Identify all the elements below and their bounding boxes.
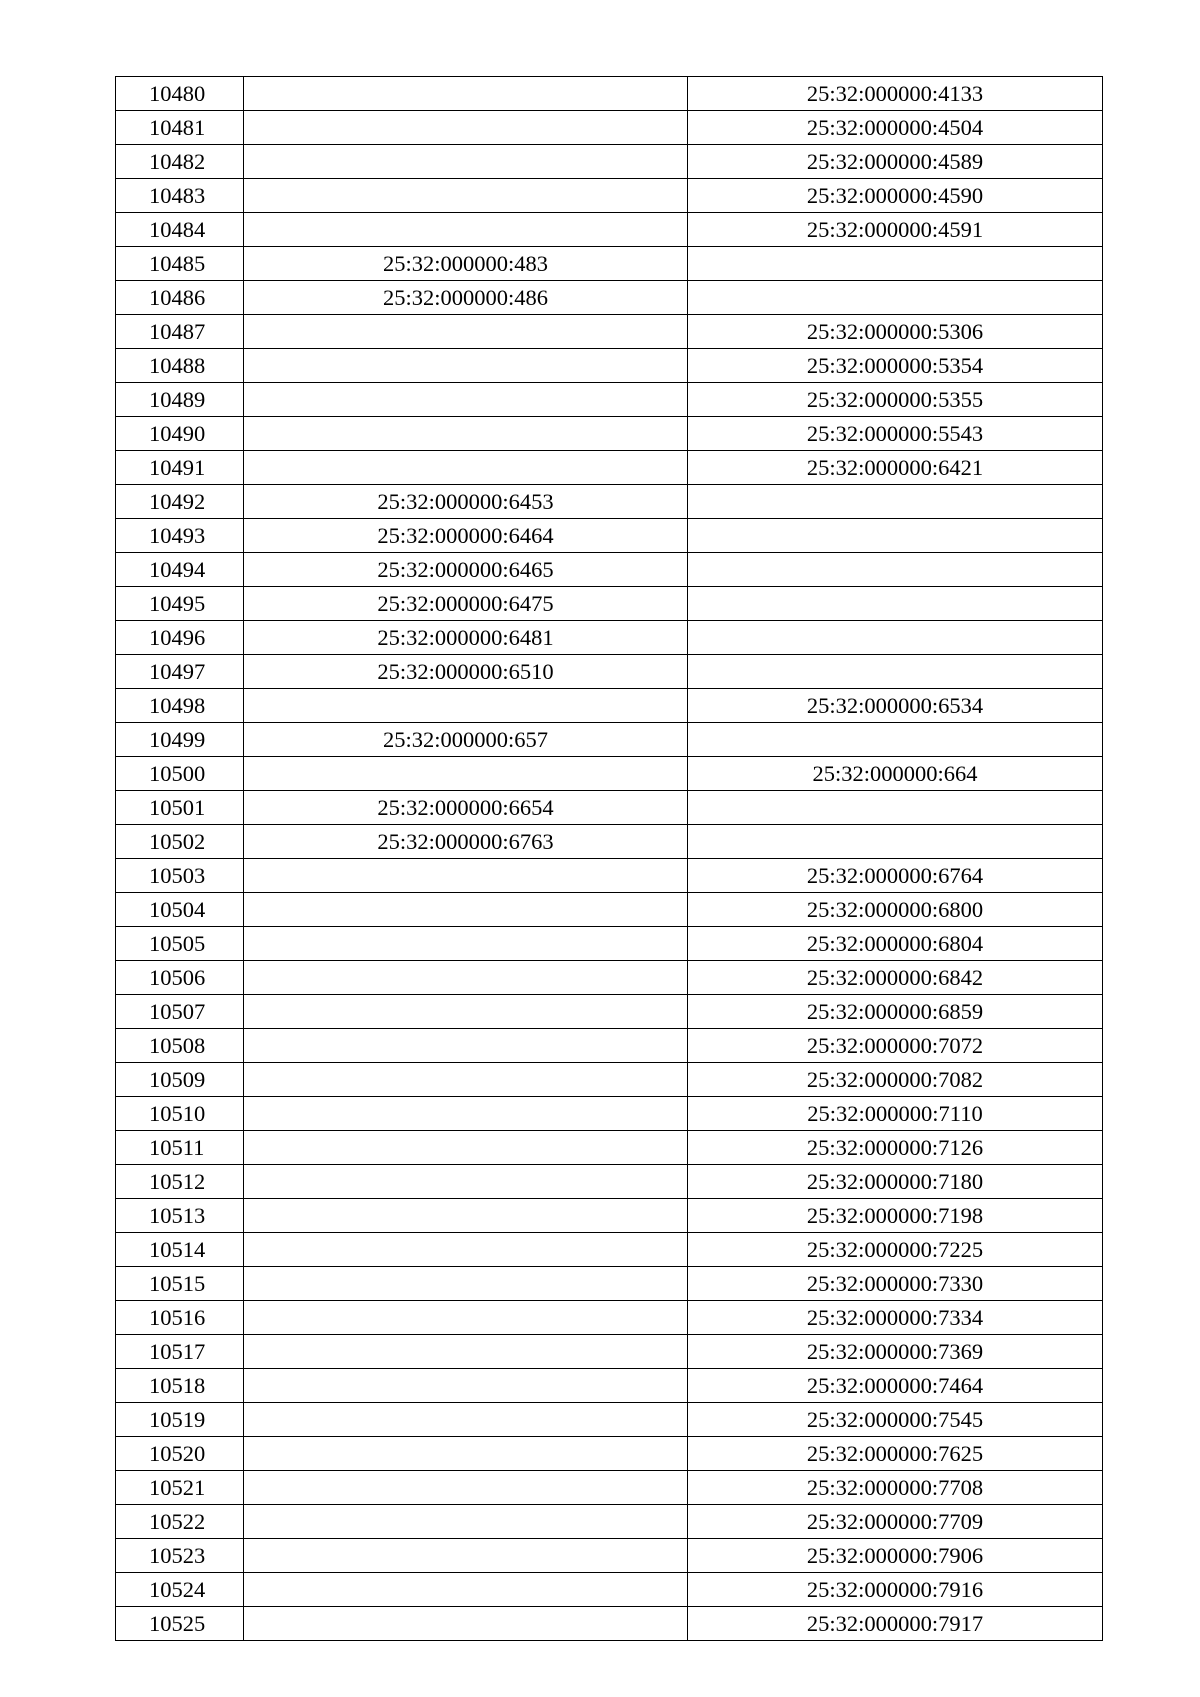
row-number-cell: 10522	[116, 1505, 244, 1539]
cadastral-number-cell-a	[244, 1165, 688, 1199]
row-number-cell: 10514	[116, 1233, 244, 1267]
cadastral-number-cell-b: 25:32:000000:4133	[688, 77, 1103, 111]
table-row	[116, 1437, 1103, 1471]
cadastral-number-cell-b	[688, 723, 1103, 757]
row-number-cell: 10505	[116, 927, 244, 961]
row-number-cell: 10497	[116, 655, 244, 689]
cadastral-number-cell-b: 25:32:000000:7708	[688, 1471, 1103, 1505]
cadastral-number-cell-a	[244, 77, 688, 111]
cadastral-number-cell-b: 25:32:000000:7082	[688, 1063, 1103, 1097]
cadastral-number-cell-b: 25:32:000000:7110	[688, 1097, 1103, 1131]
row-number-cell: 10518	[116, 1369, 244, 1403]
cadastral-number-cell-a	[244, 111, 688, 145]
row-number-cell: 10502	[116, 825, 244, 859]
cadastral-number-cell-b: 25:32:000000:5543	[688, 417, 1103, 451]
table-row	[116, 247, 1103, 281]
cadastral-number-cell-b: 25:32:000000:7906	[688, 1539, 1103, 1573]
row-number-cell: 10491	[116, 451, 244, 485]
row-number-cell: 10506	[116, 961, 244, 995]
cadastral-number-cell-b: 25:32:000000:6842	[688, 961, 1103, 995]
table-row	[116, 1029, 1103, 1063]
row-number-cell: 10489	[116, 383, 244, 417]
row-number-cell: 10484	[116, 213, 244, 247]
row-number-cell: 10488	[116, 349, 244, 383]
cadastral-number-cell-a	[244, 417, 688, 451]
row-number-cell: 10524	[116, 1573, 244, 1607]
row-number-cell: 10492	[116, 485, 244, 519]
table-row	[116, 655, 1103, 689]
table-row	[116, 383, 1103, 417]
cadastral-number-cell-b	[688, 791, 1103, 825]
table-row	[116, 927, 1103, 961]
table-row	[116, 213, 1103, 247]
cadastral-number-cell-a	[244, 1301, 688, 1335]
cadastral-number-cell-b: 25:32:000000:7330	[688, 1267, 1103, 1301]
table-row	[116, 587, 1103, 621]
row-number-cell: 10519	[116, 1403, 244, 1437]
cadastral-number-cell-b: 25:32:000000:7126	[688, 1131, 1103, 1165]
cadastral-number-cell-a	[244, 1573, 688, 1607]
table-row	[116, 1573, 1103, 1607]
table-row	[116, 893, 1103, 927]
cadastral-number-cell-b: 25:32:000000:7464	[688, 1369, 1103, 1403]
cadastral-number-cell-a: 25:32:000000:657	[244, 723, 688, 757]
table-row	[116, 1369, 1103, 1403]
table-row	[116, 417, 1103, 451]
cadastral-number-cell-a: 25:32:000000:486	[244, 281, 688, 315]
cadastral-number-cell-a	[244, 961, 688, 995]
cadastral-number-cell-b	[688, 519, 1103, 553]
cadastral-number-cell-a	[244, 1539, 688, 1573]
cadastral-number-cell-a: 25:32:000000:6475	[244, 587, 688, 621]
cadastral-number-cell-a: 25:32:000000:6465	[244, 553, 688, 587]
cadastral-number-cell-a: 25:32:000000:6510	[244, 655, 688, 689]
cadastral-number-cell-a	[244, 1199, 688, 1233]
cadastral-number-cell-b	[688, 587, 1103, 621]
cadastral-number-cell-b: 25:32:000000:7369	[688, 1335, 1103, 1369]
table-row	[116, 1335, 1103, 1369]
cadastral-number-cell-b	[688, 553, 1103, 587]
row-number-cell: 10482	[116, 145, 244, 179]
cadastral-number-cell-a	[244, 451, 688, 485]
row-number-cell: 10508	[116, 1029, 244, 1063]
row-number-cell: 10504	[116, 893, 244, 927]
row-number-cell: 10498	[116, 689, 244, 723]
table-row	[116, 961, 1103, 995]
cadastral-number-cell-a	[244, 315, 688, 349]
table-row	[116, 451, 1103, 485]
cadastral-number-cell-a	[244, 179, 688, 213]
cadastral-number-cell-a: 25:32:000000:6481	[244, 621, 688, 655]
row-number-cell: 10500	[116, 757, 244, 791]
row-number-cell: 10486	[116, 281, 244, 315]
cadastral-number-cell-b	[688, 825, 1103, 859]
table-row	[116, 1233, 1103, 1267]
row-number-cell: 10494	[116, 553, 244, 587]
cadastral-number-cell-b: 25:32:000000:6764	[688, 859, 1103, 893]
table-row	[116, 519, 1103, 553]
table-row	[116, 1199, 1103, 1233]
row-number-cell: 10483	[116, 179, 244, 213]
cadastral-number-cell-b	[688, 621, 1103, 655]
cadastral-number-cell-a	[244, 383, 688, 417]
row-number-cell: 10481	[116, 111, 244, 145]
table-row	[116, 1267, 1103, 1301]
table-row	[116, 757, 1103, 791]
table-row	[116, 825, 1103, 859]
row-number-cell: 10501	[116, 791, 244, 825]
cadastral-number-cell-b: 25:32:000000:7334	[688, 1301, 1103, 1335]
cadastral-number-cell-b: 25:32:000000:7180	[688, 1165, 1103, 1199]
row-number-cell: 10520	[116, 1437, 244, 1471]
row-number-cell: 10510	[116, 1097, 244, 1131]
cadastral-number-cell-b: 25:32:000000:664	[688, 757, 1103, 791]
row-number-cell: 10493	[116, 519, 244, 553]
table-row	[116, 485, 1103, 519]
cadastral-number-cell-b	[688, 247, 1103, 281]
cadastral-number-cell-a: 25:32:000000:6453	[244, 485, 688, 519]
table-row	[116, 77, 1103, 111]
cadastral-number-cell-a	[244, 927, 688, 961]
row-number-cell: 10525	[116, 1607, 244, 1641]
row-number-cell: 10480	[116, 77, 244, 111]
cadastral-number-cell-a	[244, 145, 688, 179]
table-row	[116, 1063, 1103, 1097]
table-row	[116, 859, 1103, 893]
table-row	[116, 791, 1103, 825]
cadastral-number-cell-b: 25:32:000000:6859	[688, 995, 1103, 1029]
cadastral-number-cell-b: 25:32:000000:4590	[688, 179, 1103, 213]
table-row	[116, 1505, 1103, 1539]
row-number-cell: 10499	[116, 723, 244, 757]
row-number-cell: 10515	[116, 1267, 244, 1301]
cadastral-number-cell-a	[244, 859, 688, 893]
cadastral-number-cell-b: 25:32:000000:6534	[688, 689, 1103, 723]
table-row	[116, 179, 1103, 213]
cadastral-number-cell-b	[688, 655, 1103, 689]
table-row	[116, 111, 1103, 145]
cadastral-number-cell-a	[244, 1369, 688, 1403]
cadastral-number-cell-a	[244, 1029, 688, 1063]
cadastral-number-cell-a: 25:32:000000:483	[244, 247, 688, 281]
table-row	[116, 1403, 1103, 1437]
cadastral-number-cell-b: 25:32:000000:4591	[688, 213, 1103, 247]
cadastral-number-cell-a	[244, 1437, 688, 1471]
row-number-cell: 10495	[116, 587, 244, 621]
table-row	[116, 1539, 1103, 1573]
cadastral-number-cell-b: 25:32:000000:7072	[688, 1029, 1103, 1063]
cadastral-number-cell-a	[244, 689, 688, 723]
row-number-cell: 10485	[116, 247, 244, 281]
cadastral-number-cell-b: 25:32:000000:5306	[688, 315, 1103, 349]
cadastral-number-cell-a	[244, 1335, 688, 1369]
cadastral-number-cell-b: 25:32:000000:6421	[688, 451, 1103, 485]
table-row	[116, 723, 1103, 757]
cadastral-number-cell-a	[244, 213, 688, 247]
cadastral-number-cell-b: 25:32:000000:7225	[688, 1233, 1103, 1267]
cadastral-number-cell-a	[244, 1233, 688, 1267]
table-row	[116, 315, 1103, 349]
table-body	[116, 77, 1103, 1641]
row-number-cell: 10496	[116, 621, 244, 655]
row-number-cell: 10512	[116, 1165, 244, 1199]
cadastral-number-cell-b: 25:32:000000:7545	[688, 1403, 1103, 1437]
row-number-cell: 10521	[116, 1471, 244, 1505]
cadastral-number-cell-b	[688, 281, 1103, 315]
table-row	[116, 689, 1103, 723]
cadastral-number-cell-a	[244, 757, 688, 791]
row-number-cell: 10511	[116, 1131, 244, 1165]
cadastral-number-cell-a	[244, 1607, 688, 1641]
row-number-cell: 10517	[116, 1335, 244, 1369]
cadastral-number-cell-a: 25:32:000000:6654	[244, 791, 688, 825]
cadastral-number-cell-a: 25:32:000000:6464	[244, 519, 688, 553]
cadastral-number-cell-a	[244, 1471, 688, 1505]
cadastral-number-cell-b: 25:32:000000:7916	[688, 1573, 1103, 1607]
cadastral-number-cell-a	[244, 1063, 688, 1097]
table-row	[116, 995, 1103, 1029]
row-number-cell: 10490	[116, 417, 244, 451]
cadastral-number-cell-b: 25:32:000000:6804	[688, 927, 1103, 961]
table-row	[116, 1471, 1103, 1505]
table-row	[116, 1165, 1103, 1199]
row-number-cell: 10507	[116, 995, 244, 1029]
cadastral-number-cell-b: 25:32:000000:7198	[688, 1199, 1103, 1233]
row-number-cell: 10516	[116, 1301, 244, 1335]
row-number-cell: 10503	[116, 859, 244, 893]
row-number-cell: 10487	[116, 315, 244, 349]
row-number-cell: 10523	[116, 1539, 244, 1573]
table-row	[116, 1607, 1103, 1641]
cadastral-number-cell-a	[244, 349, 688, 383]
cadastral-number-cell-b: 25:32:000000:4504	[688, 111, 1103, 145]
table-row	[116, 553, 1103, 587]
cadastral-number-cell-b: 25:32:000000:5355	[688, 383, 1103, 417]
cadastral-number-cell-b	[688, 485, 1103, 519]
cadastral-number-cell-b: 25:32:000000:7625	[688, 1437, 1103, 1471]
row-number-cell: 10513	[116, 1199, 244, 1233]
cadastral-number-table	[115, 76, 1103, 1641]
cadastral-number-cell-a	[244, 1505, 688, 1539]
cadastral-number-cell-a	[244, 1097, 688, 1131]
row-number-cell: 10509	[116, 1063, 244, 1097]
cadastral-number-cell-a	[244, 893, 688, 927]
table-row	[116, 145, 1103, 179]
table-row	[116, 281, 1103, 315]
table-row	[116, 621, 1103, 655]
cadastral-number-cell-b: 25:32:000000:7709	[688, 1505, 1103, 1539]
cadastral-number-cell-a	[244, 995, 688, 1029]
cadastral-number-cell-b: 25:32:000000:4589	[688, 145, 1103, 179]
table-row	[116, 1301, 1103, 1335]
cadastral-number-cell-b: 25:32:000000:5354	[688, 349, 1103, 383]
cadastral-number-cell-b: 25:32:000000:7917	[688, 1607, 1103, 1641]
cadastral-number-cell-a	[244, 1267, 688, 1301]
cadastral-number-cell-a	[244, 1403, 688, 1437]
table-row	[116, 1097, 1103, 1131]
cadastral-number-cell-a: 25:32:000000:6763	[244, 825, 688, 859]
cadastral-number-cell-a	[244, 1131, 688, 1165]
table-row	[116, 1131, 1103, 1165]
cadastral-number-cell-b: 25:32:000000:6800	[688, 893, 1103, 927]
table-row	[116, 349, 1103, 383]
